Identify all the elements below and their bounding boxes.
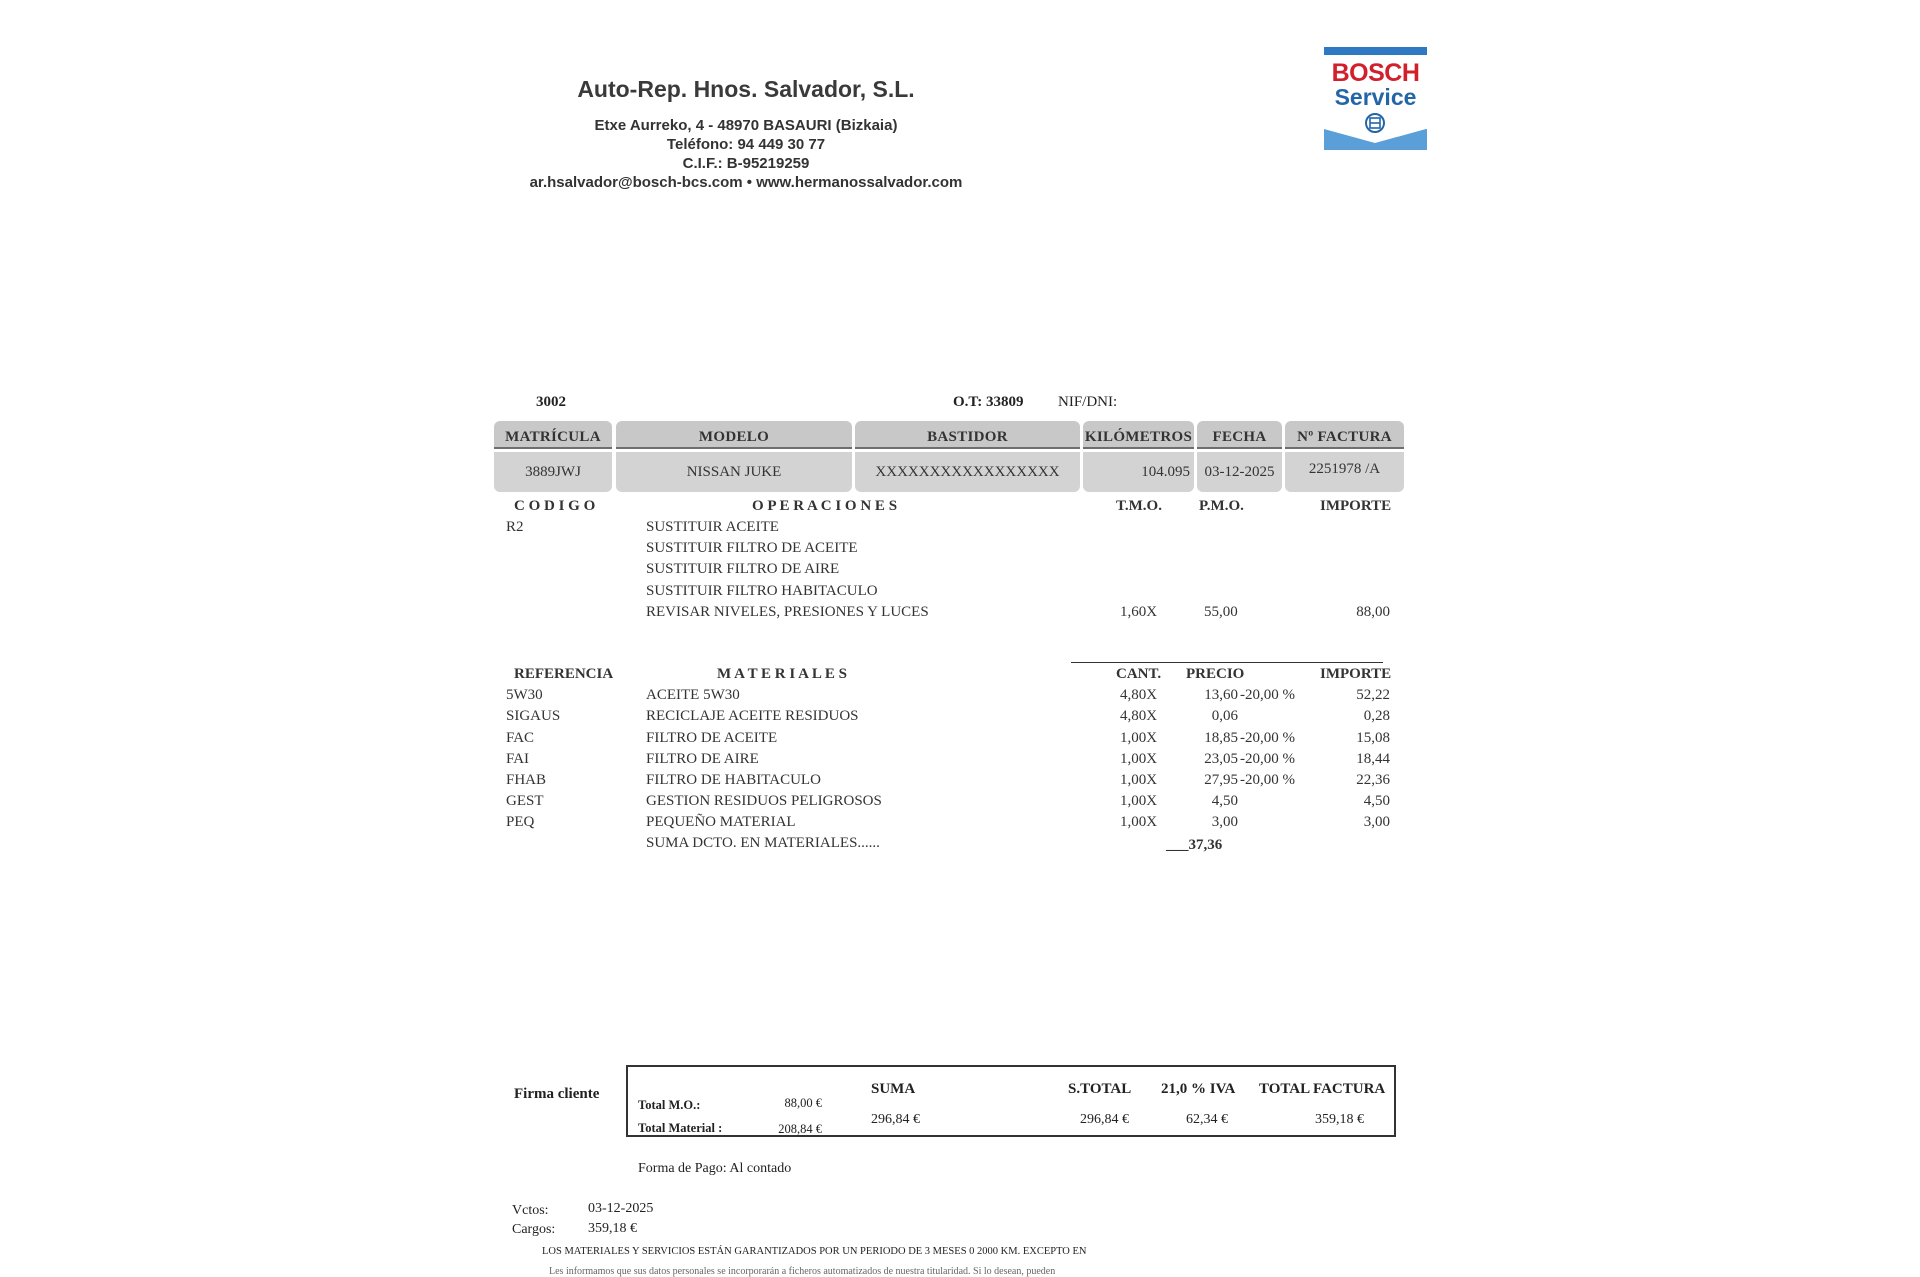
charges-label: Cargos: [512, 1222, 556, 1237]
payment-method: Forma de Pago: Al contado [638, 1161, 792, 1176]
charges-value: 359,18 € [588, 1221, 637, 1236]
suma-label: SUMA [871, 1081, 916, 1097]
mat-price: 4,50 [1211, 793, 1238, 809]
mat-header-amount: IMPORTE [1320, 666, 1392, 682]
ops-line: SUSTITUIR ACEITE [646, 519, 779, 535]
mat-discount: -20,00 % [1240, 687, 1295, 703]
header-matricula: MATRÍCULA [494, 421, 612, 449]
ops-header-amount: IMPORTE [1320, 498, 1392, 514]
header-kilometros: KILÓMETROS [1083, 421, 1194, 449]
ops-header-tmo: T.M.O. [1116, 498, 1162, 514]
separator-line [1071, 662, 1383, 663]
ops-amount: 88,00 [1356, 604, 1390, 620]
mat-desc: FILTRO DE AIRE [646, 751, 759, 767]
mat-desc: PEQUEÑO MATERIAL [646, 814, 796, 830]
totals-box [626, 1065, 1396, 1137]
mat-header-ref: REFERENCIA [514, 666, 614, 682]
ops-header-code: C O D I G O [514, 498, 596, 514]
mat-amount: 0,28 [1363, 708, 1390, 724]
discount-sum-label: SUMA DCTO. EN MATERIALES...... [646, 835, 880, 851]
ops-line: SUSTITUIR FILTRO HABITACULO [646, 583, 878, 599]
mat-ref: FHAB [506, 772, 547, 788]
total-material-label: Total Material : [638, 1121, 723, 1135]
mat-price: 13,60 [1204, 687, 1238, 703]
work-order: O.T: 33809 [953, 394, 1024, 410]
mat-amount: 22,36 [1356, 772, 1390, 788]
value-bastidor: XXXXXXXXXXXXXXXXX [855, 452, 1080, 492]
company-phone: Teléfono: 94 449 30 77 [666, 136, 826, 153]
client-code: 3002 [536, 394, 566, 410]
bosch-armature-icon [1364, 112, 1386, 134]
mat-ref: FAC [506, 730, 535, 746]
total-material-value: 208,84 € [778, 1122, 822, 1136]
mat-ref: 5W30 [506, 687, 543, 703]
due-label: Vctos: [512, 1203, 549, 1218]
mat-price: 23,05 [1204, 751, 1238, 767]
ops-line: SUSTITUIR FILTRO DE AIRE [646, 561, 840, 577]
mat-header-materials: M A T E R I A L E S [717, 666, 847, 682]
mat-amount: 4,50 [1363, 793, 1390, 809]
value-matricula: 3889JWJ [494, 452, 612, 492]
mat-amount: 52,22 [1356, 687, 1390, 703]
ops-line: REVISAR NIVELES, PRESIONES Y LUCES [646, 604, 929, 620]
mat-qty: 1,00X [1120, 751, 1158, 767]
mat-header-price: PRECIO [1186, 666, 1245, 682]
privacy-notice: Les informamos que sus datos personales se incorporarán a ficheros automatizados de nuestra titularidad. Si lo desean, pueden [549, 1266, 1056, 1277]
total-invoice-label: TOTAL FACTURA [1259, 1081, 1386, 1097]
header-factura: Nº FACTURA [1285, 421, 1404, 449]
header-bastidor: BASTIDOR [855, 421, 1080, 449]
header-fecha: FECHA [1197, 421, 1282, 449]
client-signature-label: Firma cliente [514, 1086, 600, 1102]
total-invoice-value: 359,18 € [1315, 1112, 1364, 1127]
mat-price: 27,95 [1204, 772, 1238, 788]
mat-discount: -20,00 % [1240, 772, 1295, 788]
mat-desc: FILTRO DE ACEITE [646, 730, 778, 746]
header-modelo: MODELO [616, 421, 852, 449]
due-value: 03-12-2025 [588, 1201, 654, 1216]
company-name: Auto-Rep. Hnos. Salvador, S.L. [577, 76, 915, 102]
value-modelo: NISSAN JUKE [616, 452, 852, 492]
mat-qty: 1,00X [1120, 793, 1158, 809]
value-fecha: 03-12-2025 [1197, 452, 1282, 492]
ops-header-pmo: P.M.O. [1199, 498, 1244, 514]
bosch-service-logo [1324, 47, 1427, 150]
mat-ref: SIGAUS [506, 708, 561, 724]
mat-ref: PEQ [506, 814, 535, 830]
value-factura: 2251978 /A [1285, 452, 1404, 492]
value-kilometros: 104.095 [1083, 452, 1194, 492]
discount-sum-value: ___37,36 [1166, 837, 1223, 853]
mat-ref: GEST [506, 793, 544, 809]
mat-desc: GESTION RESIDUOS PELIGROSOS [646, 793, 882, 809]
mat-discount: -20,00 % [1240, 730, 1295, 746]
mat-qty: 4,80X [1120, 687, 1158, 703]
mat-amount: 3,00 [1363, 814, 1390, 830]
iva-value: 62,34 € [1186, 1112, 1228, 1127]
suma-value: 296,84 € [871, 1112, 920, 1127]
warranty-notice: LOS MATERIALES Y SERVICIOS ESTÁN GARANTIZADOS POR UN PERIODO DE 3 MESES 0 2000 KM. EXCEPTO EN [542, 1246, 1087, 1257]
total-mo-value: 88,00 € [784, 1096, 822, 1110]
company-cif: C.I.F.: B-95219259 [682, 155, 810, 172]
ops-line: SUSTITUIR FILTRO DE ACEITE [646, 540, 858, 556]
mat-amount: 18,44 [1356, 751, 1390, 767]
total-mo-label: Total M.O.: [638, 1098, 701, 1112]
mat-price: 0,06 [1211, 708, 1238, 724]
ops-pmo: 55,00 [1204, 604, 1238, 620]
logo-brand: BOSCH [1331, 59, 1420, 87]
ops-tmo: 1,60X [1120, 604, 1158, 620]
mat-amount: 15,08 [1356, 730, 1390, 746]
mat-desc: FILTRO DE HABITACULO [646, 772, 821, 788]
mat-price: 3,00 [1211, 814, 1238, 830]
mat-qty: 1,00X [1120, 772, 1158, 788]
logo-service: Service [1334, 84, 1417, 110]
stotal-value: 296,84 € [1080, 1112, 1129, 1127]
mat-desc: ACEITE 5W30 [646, 687, 740, 703]
iva-label: 21,0 % IVA [1161, 1081, 1236, 1097]
mat-qty: 1,00X [1120, 814, 1158, 830]
mat-price: 18,85 [1204, 730, 1238, 746]
mat-desc: RECICLAJE ACEITE RESIDUOS [646, 708, 859, 724]
company-contact: ar.hsalvador@bosch-bcs.com • www.hermanossalvador.com [529, 174, 963, 191]
mat-ref: FAI [506, 751, 530, 767]
mat-header-qty: CANT. [1116, 666, 1162, 682]
mat-discount: -20,00 % [1240, 751, 1295, 767]
mat-qty: 1,00X [1120, 730, 1158, 746]
mat-qty: 4,80X [1120, 708, 1158, 724]
nif-label: NIF/DNI: [1058, 394, 1118, 410]
stotal-label: S.TOTAL [1068, 1081, 1132, 1097]
company-address: Etxe Aurreko, 4 - 48970 BASAURI (Bizkaia) [594, 117, 898, 134]
ops-header-operations: O P E R A C I O N E S [752, 498, 898, 514]
ops-code: R2 [506, 519, 524, 535]
